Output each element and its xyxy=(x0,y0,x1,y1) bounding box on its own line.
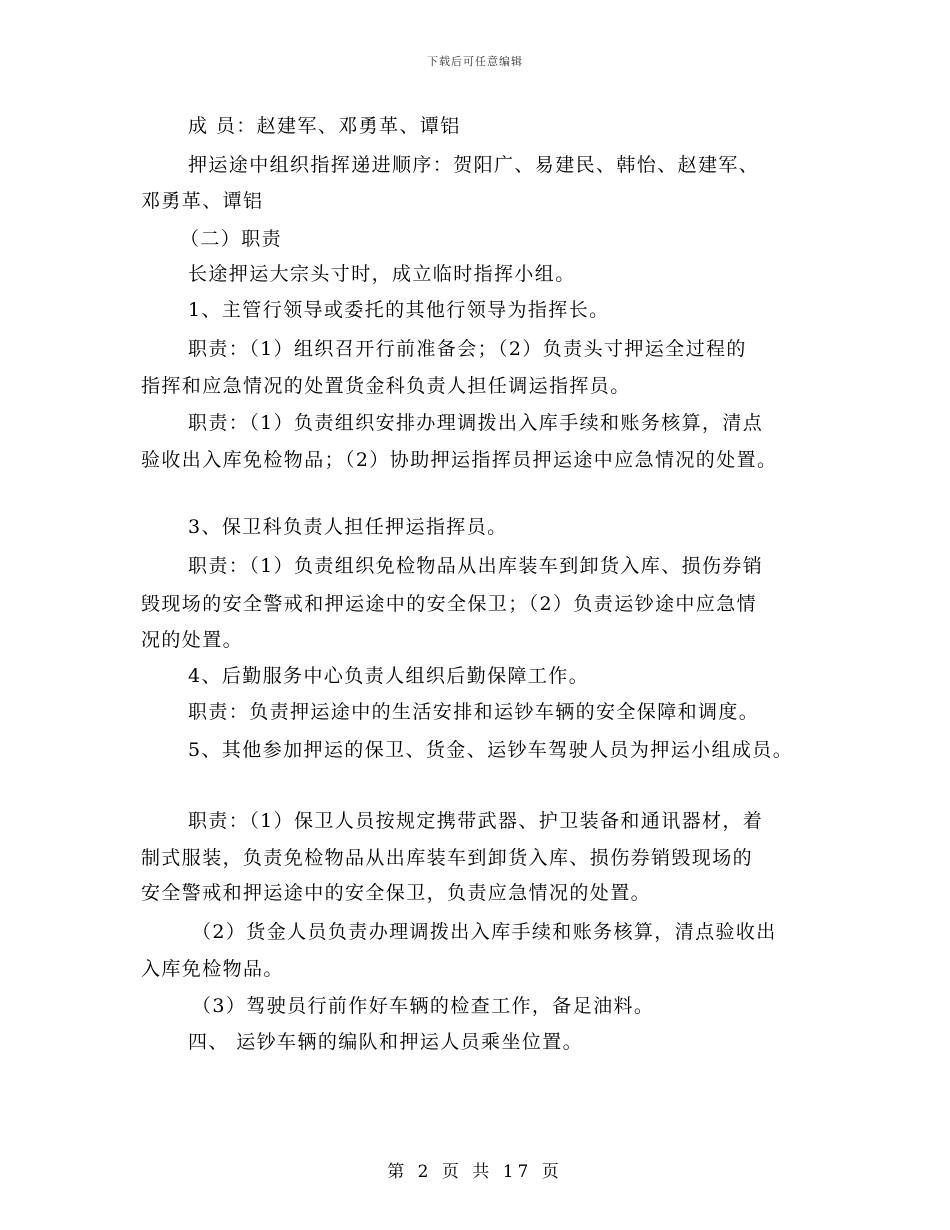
paragraph-line: 毁现场的安全警戒和押运途中的安全保卫；（2）负责运钞途中应急情 xyxy=(141,593,757,615)
paragraph-line: 邓勇革、谭铝 xyxy=(141,190,264,212)
paragraph-line: 职责：（1）组织召开行前准备会；（2）负责头寸押运全过程的 xyxy=(188,338,747,360)
paragraph-line: 指挥和应急情况的处置货金科负责人担任调运指挥员。 xyxy=(141,375,631,397)
page-header-note: 下载后可任意编辑 xyxy=(427,55,523,68)
paragraph-line: 3、保卫科负责人担任押运指挥员。 xyxy=(188,516,508,538)
paragraph-line: 职责：（1）负责组织免检物品从出库装车到卸货入库、损伤券销 xyxy=(188,555,764,577)
paragraph-line: 押运途中组织指挥递进顺序：贺阳广、易建民、韩怡、赵建军、 xyxy=(188,154,760,176)
paragraph-line: 验收出入库免检物品；（2）协助押运指挥员押运途中应急情况的处置。 xyxy=(141,449,778,471)
paragraph-line: 成 员：赵建军、邓勇革、谭铝 xyxy=(188,115,461,137)
paragraph-line: 职责：负责押运途中的生活安排和运钞车辆的安全保障和调度。 xyxy=(188,701,760,723)
section-heading: （二）职责 xyxy=(180,228,283,250)
paragraph-line: 制式服装，负责免检物品从出库装车到卸货入库、损伤券销毁现场的 xyxy=(141,847,754,869)
paragraph-line: 入库免检物品。 xyxy=(141,958,284,980)
paragraph-line: 1、主管行领导或委托的其他行领导为指挥长。 xyxy=(188,299,610,321)
paragraph-line: （2）货金人员负责办理调拨出入库手续和账务核算，清点验收出 xyxy=(192,921,777,943)
paragraph-line: 长途押运大宗头寸时，成立临时指挥小组。 xyxy=(188,263,576,285)
paragraph-line: 况的处置。 xyxy=(141,629,244,651)
paragraph-line: 4、后勤服务中心负责人组织后勤保障工作。 xyxy=(188,665,590,687)
page-number-footer: 第 2 页 共 17 页 xyxy=(387,1162,563,1182)
paragraph-line: 职责：（1）保卫人员按规定携带武器、护卫装备和通讯器材，着 xyxy=(188,810,764,832)
section-heading: 四、 运钞车辆的编队和押运人员乘坐位置。 xyxy=(188,1031,584,1053)
paragraph-line: 安全警戒和押运途中的安全保卫，负责应急情况的处置。 xyxy=(141,882,652,904)
paragraph-line: 职责：（1）负责组织安排办理调拨出入库手续和账务核算，清点 xyxy=(188,412,764,434)
paragraph-line: 5、其他参加押运的保卫、货金、运钞车驾驶人员为押运小组成员。 xyxy=(188,739,794,761)
paragraph-line: （3）驾驶员行前作好车辆的检查工作，备足油料。 xyxy=(192,995,655,1017)
